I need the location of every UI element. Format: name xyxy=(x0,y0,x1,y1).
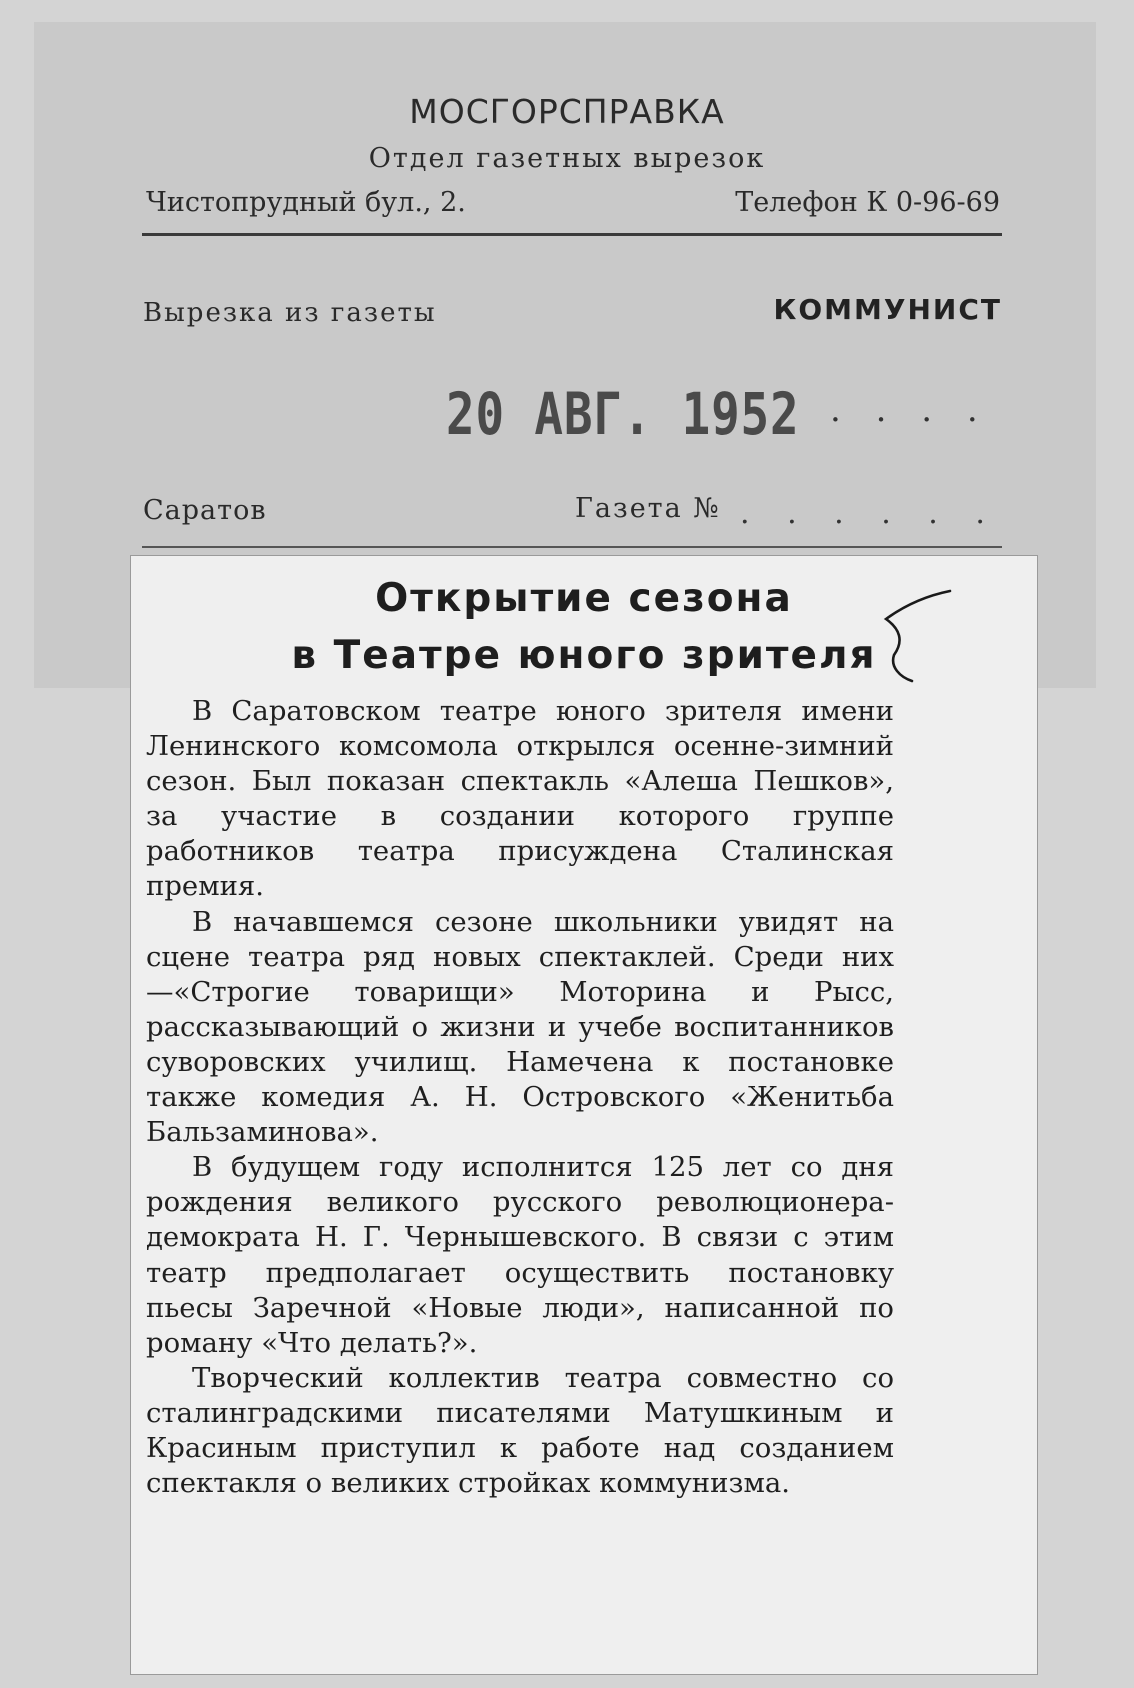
issue-number-label: Газета № xyxy=(575,493,721,524)
headline-line-1: Открытие сезона xyxy=(375,576,793,621)
clipping-source-label: Вырезка из газеты xyxy=(143,298,437,328)
article-paragraph: В начавшемся сезоне школьники увидят на сцене театра ряд новых спектаклей. Среди них —«Строгие товарищи» Моторина и Рысс, рассказывающий о жизни и учебе воспитанников суворовских училищ. Намечена к постановке также комедия А. Н. Островского «Женитьба Бальзаминова». xyxy=(146,905,894,1149)
article-paragraph: В будущем году исполнится 125 лет со дня рождения великого русского революционера-демократа Н. Г. Чернышевского. В связи с этим театр предполагает осуществить постановку пьесы Заречной «Новые люди», написанной по роману «Что делать?». xyxy=(146,1151,894,1359)
org-name: МОСГОРСПРАВКА xyxy=(409,92,725,131)
header-divider xyxy=(142,233,1002,236)
address: Чистопрудный бул., 2. xyxy=(146,187,466,218)
article-paragraph: Творческий коллектив театра совместно со сталинградскими писателями Матушкиным и Красиным приступил к работе над созданием спектакля о великих стройках коммунизма. xyxy=(146,1361,894,1500)
article-paragraph: В Саратовском театре юного зрителя имени Ленинского комсомола открылся осенне-зимний сезон. Был показан спектакль «Алеша Пешков», за участие в создании которого группе работников театра присуждена Сталинская премия. xyxy=(146,695,894,903)
handwritten-number-mark xyxy=(860,585,956,697)
headline-line-2: в Театре юного зрителя xyxy=(291,633,877,678)
issue-number-dots: . . . . . . xyxy=(740,496,999,531)
newspaper-name: КОММУНИСТ xyxy=(773,293,1002,326)
date-dots: . . . . xyxy=(830,390,990,430)
phone: Телефон К 0-96-69 xyxy=(735,187,1000,218)
department-name: Отдел газетных вырезок xyxy=(368,143,766,174)
date-stamp: 20 АВГ. 1952 xyxy=(446,380,800,448)
card-divider xyxy=(142,546,1002,548)
city: Саратов xyxy=(143,495,267,526)
article-body xyxy=(146,694,894,1501)
